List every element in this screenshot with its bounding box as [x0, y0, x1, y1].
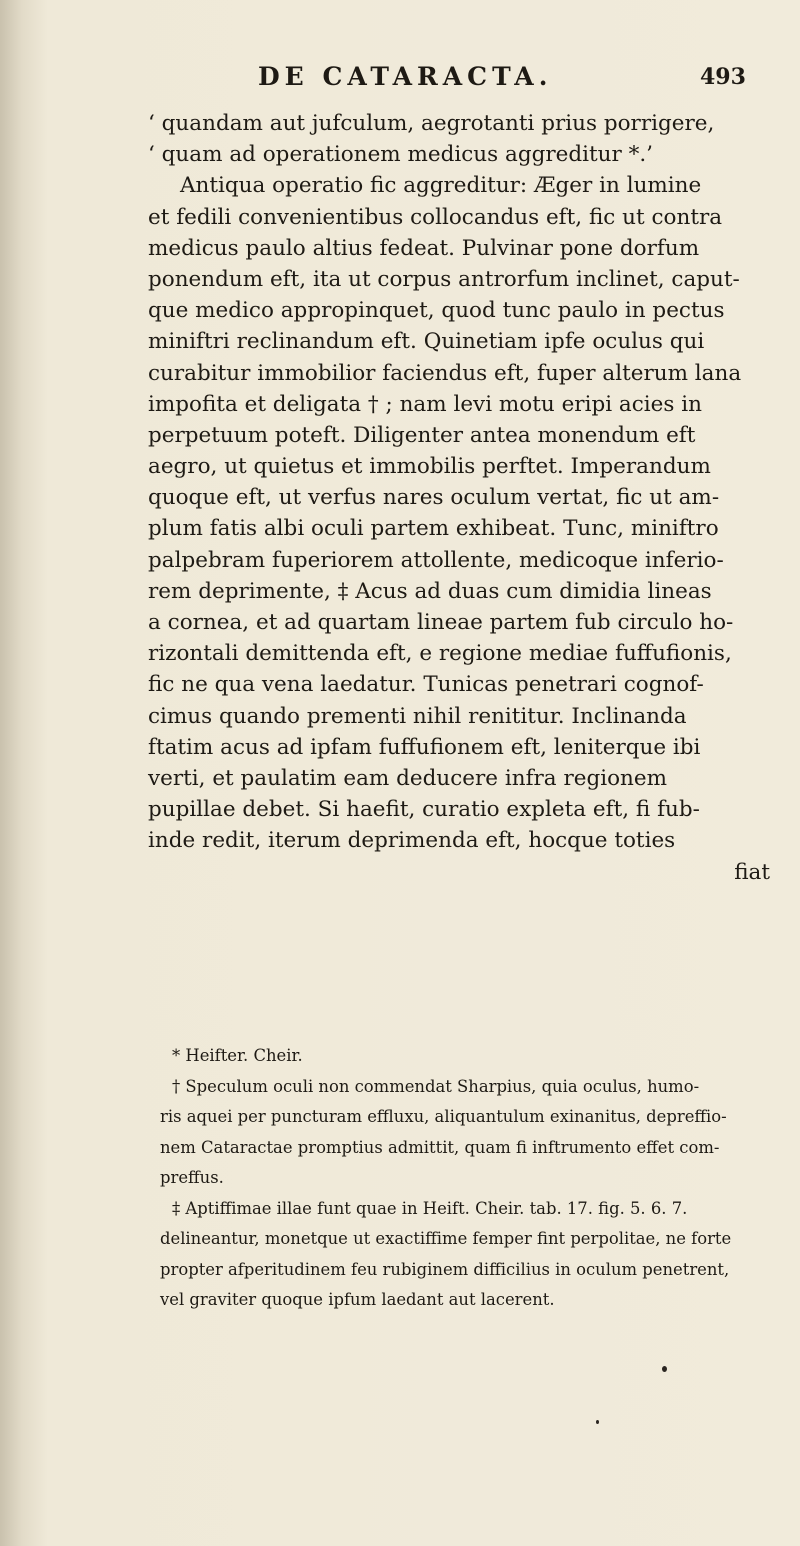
text-line: miniftri reclinandum eft. Quinetiam ipfe oculus qui [148, 329, 705, 355]
text-line: aegro, ut quietus et immobilis perftet. Imperandum [148, 454, 711, 480]
text-line: pupillae debet. Si haefit, curatio expleta eft, fi fub- [148, 797, 700, 823]
text-line: palpebram fuperiorem attollente, medicoque inferio- [148, 547, 724, 573]
text-line: et fedili convenientibus collocandus eft, fic ut contra [148, 204, 723, 230]
footnote-line: preffus. [160, 1168, 224, 1187]
page-number: 493 [700, 64, 746, 90]
footnote-line: † Speculum oculi non commendat Sharpius, quia oculus, humo- [172, 1076, 700, 1096]
text-line: ‘ quam ad operationem medicus aggreditur *.’ [148, 142, 654, 168]
text-line: fic ne qua vena laedatur. Tunicas penetrari cognof- [148, 672, 704, 698]
text-line: cimus quando prementi nihil renititur. Inclinanda [148, 703, 687, 729]
footnote-line: delineantur, monetque ut exactiffime femper fint perpolitae, ne forte [160, 1229, 732, 1248]
text-line: inde redit, iterum deprimenda eft, hocque toties [148, 828, 676, 854]
text-line: impofita et deligata † ; nam levi motu eripi acies in [148, 391, 702, 417]
text-line: plum fatis albi oculi partem exhibeat. Tunc, miniftro [148, 516, 719, 542]
text-line: ponendum eft, ita ut corpus antrorfum inclinet, caput- [148, 266, 740, 292]
footnote-line: * Heifter. Cheir. [172, 1046, 303, 1065]
footnote-line: ‡ Aptiffimae illae funt quae in Heift. Cheir. tab. 17. fig. 5. 6. 7. [172, 1198, 688, 1218]
text-line: quoque eft, ut verfus nares oculum vertat, fic ut am- [148, 485, 720, 511]
paragraph-start-line: Antiqua operatio fic aggreditur: Æger in lumine [180, 173, 702, 199]
running-title: DE CATARACTA. [258, 62, 553, 91]
main-text [148, 108, 778, 888]
text-line: ftatim acus ad ipfam fuffufionem eft, leniterque ibi [148, 734, 701, 760]
text-line: ‘ quandam aut jufculum, aegrotanti prius porrigere, [148, 111, 715, 136]
text-line: verti, et paulatim eam deducere infra regionem [148, 765, 668, 791]
text-line: rizontali demittenda eft, e regione mediae fuffufionis, [148, 641, 732, 667]
footnote-line: nem Cataractae promptius admittit, quam fi inftrumento effet com- [160, 1137, 720, 1157]
footnote-line: vel graviter quoque ipfum laedant aut lacerent. [160, 1290, 555, 1309]
catchword: fiat [734, 859, 770, 885]
text-line: medicus paulo altius fedeat. Pulvinar pone dorfum [148, 235, 700, 261]
ink-speck [596, 1420, 599, 1424]
text-line: curabitur immobilior faciendus eft, fuper alterum lana [148, 360, 742, 386]
text-line: perpetuum poteft. Diligenter antea monendum eft [148, 422, 696, 448]
footnotes [160, 1041, 780, 1316]
ink-speck [662, 1366, 667, 1372]
text-line: a cornea, et ad quartam lineae partem fub circulo ho- [148, 610, 734, 635]
page-header [0, 62, 800, 102]
footnote-line: ris aquei per puncturam effluxu, aliquantulum exinanitus, depreffio- [160, 1107, 727, 1126]
text-line: que medico appropinquet, quod tunc paulo in pectus [148, 298, 725, 324]
text-line: rem deprimente, ‡ Acus ad duas cum dimidia lineas [148, 578, 712, 604]
footnote-line: propter afperitudinem feu rubiginem difficilius in oculum penetrent, [160, 1259, 730, 1279]
